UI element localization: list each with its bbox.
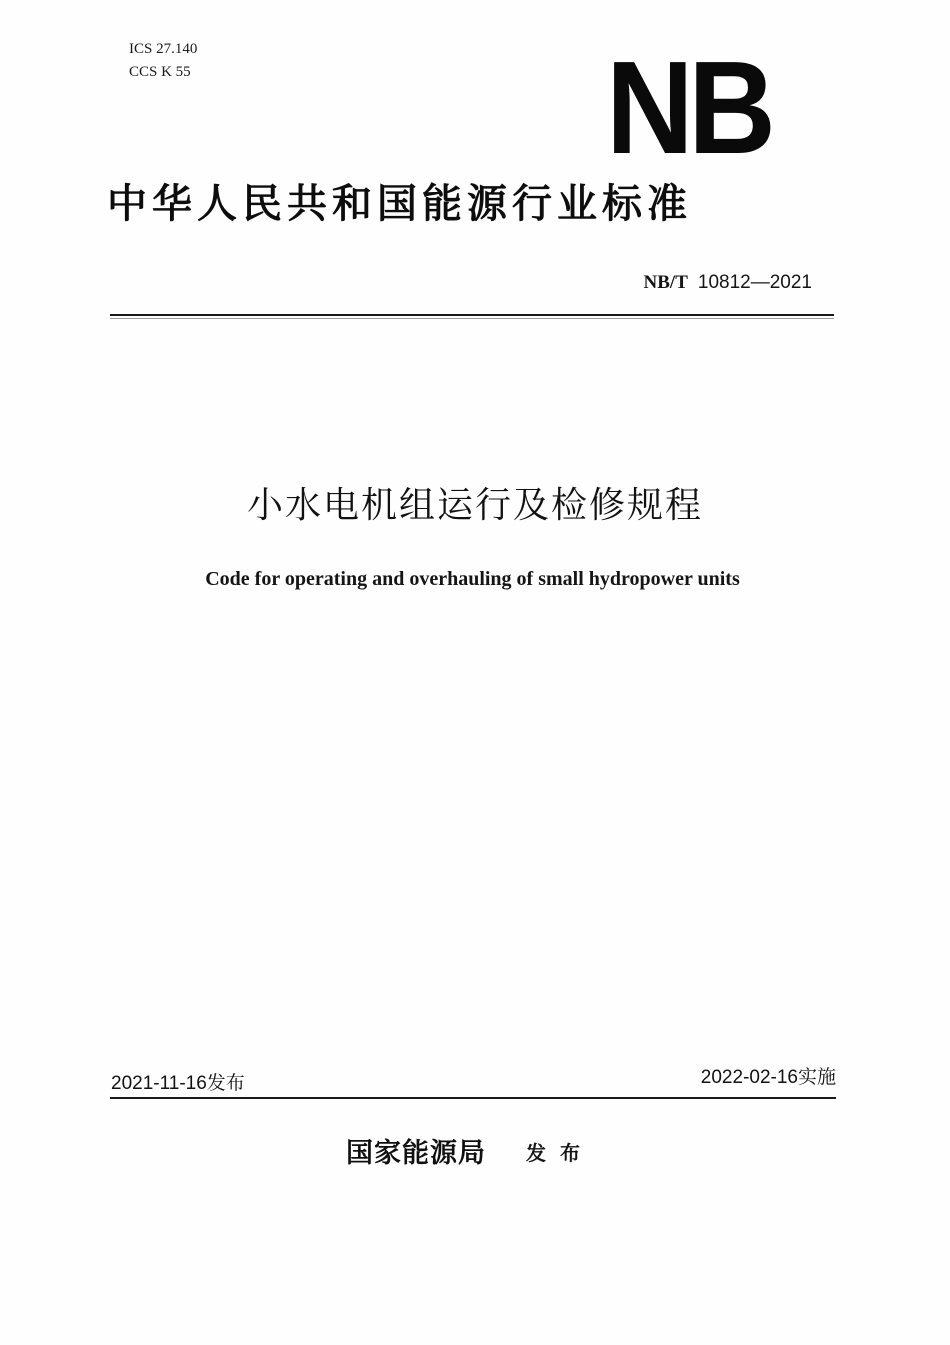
standard-number-prefix: NB/T (643, 272, 688, 293)
ccs-code: CCS K 55 (129, 64, 191, 80)
issuer-action: 发布 (526, 1141, 594, 1165)
effective-date: 2022-02-16实施 (700, 1067, 836, 1088)
nb-logo: NB (606, 34, 771, 181)
issuing-authority (346, 1136, 594, 1172)
footer-divider (110, 1097, 836, 1099)
document-title-english: Code for operating and overhauling of small hydropower units (205, 568, 740, 590)
issuer-organization: 国家能源局 (346, 1138, 486, 1169)
header-divider (110, 314, 834, 316)
standard-number-value: 10812—2021 (697, 272, 812, 293)
document-title-chinese: 小水电机组运行及检修规程 (246, 485, 703, 526)
standard-number (644, 272, 812, 294)
issue-date: 2021-11-16发布 (111, 1073, 245, 1094)
standard-category-title: 中华人民共和国能源行业标准 (107, 181, 692, 227)
classification-codes (129, 38, 197, 84)
ics-code: ICS 27.140 (129, 41, 198, 57)
